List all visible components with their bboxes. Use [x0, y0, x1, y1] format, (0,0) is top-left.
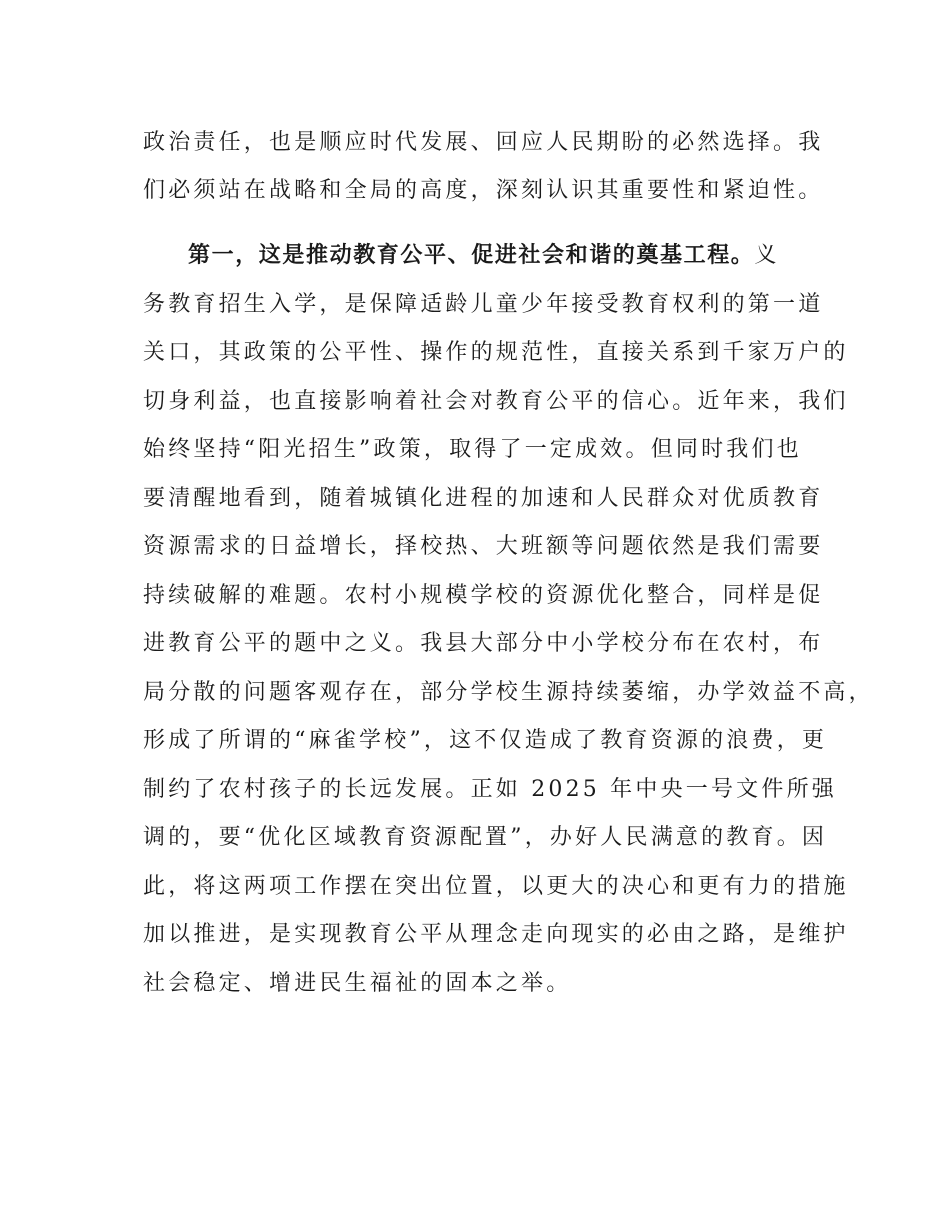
paragraph-line: 局分散的问题客观存在，部分学校生源持续萎缩，办学效益不高， [143, 680, 874, 705]
paragraph-line: 持续破解的难题。农村小规模学校的资源优化整合，同样是促 [143, 583, 824, 608]
section-heading: 第一，这是推动教育公平、促进社会和谐的奠基工程。 [188, 243, 755, 268]
paragraph-line: 们必须站在战略和全局的高度，深刻认识其重要性和紧迫性。 [143, 178, 824, 203]
paragraph-first-line [188, 241, 780, 271]
paragraph-line: 切身利益，也直接影响着社会对教育公平的信心。近年来，我们 [143, 389, 849, 414]
paragraph-line: 资源需求的日益增长，择校热、大班额等问题依然是我们需要 [143, 534, 824, 559]
paragraph-line: 调的，要“优化区域教育资源配置”，办好人民满意的教育。因 [143, 825, 828, 850]
paragraph-line: 政治责任，也是顺应时代发展、回应人民期盼的必然选择。我 [143, 130, 824, 155]
paragraph-line: 关口，其政策的公平性、操作的规范性，直接关系到千家万户的 [143, 340, 849, 365]
paragraph-line: 形成了所谓的“麻雀学校”，这不仅造成了教育资源的浪费，更 [143, 728, 828, 753]
paragraph-line: 要清醒地看到，随着城镇化进程的加速和人民群众对优质教育 [143, 486, 824, 511]
paragraph-line: 务教育招生入学，是保障适龄儿童少年接受教育权利的第一道 [143, 292, 824, 317]
paragraph-line: 加以推进，是实现教育公平从理念走向现实的必由之路，是维护 [143, 922, 849, 947]
paragraph-line: 社会稳定、增进民生福祉的固本之举。 [143, 971, 572, 996]
paragraph-line: 进教育公平的题中之义。我县大部分中小学校分布在农村，布 [143, 631, 824, 656]
paragraph-line-tail: 义 [754, 243, 780, 268]
paragraph-line: 制约了农村孩子的长远发展。正如 2025 年中央一号文件所强 [143, 777, 837, 802]
paragraph-line: 此，将这两项工作摆在突出位置，以更大的决心和更有力的措施 [143, 874, 849, 899]
paragraph-line: 始终坚持“阳光招生”政策，取得了一定成效。但同时我们也 [143, 437, 802, 462]
